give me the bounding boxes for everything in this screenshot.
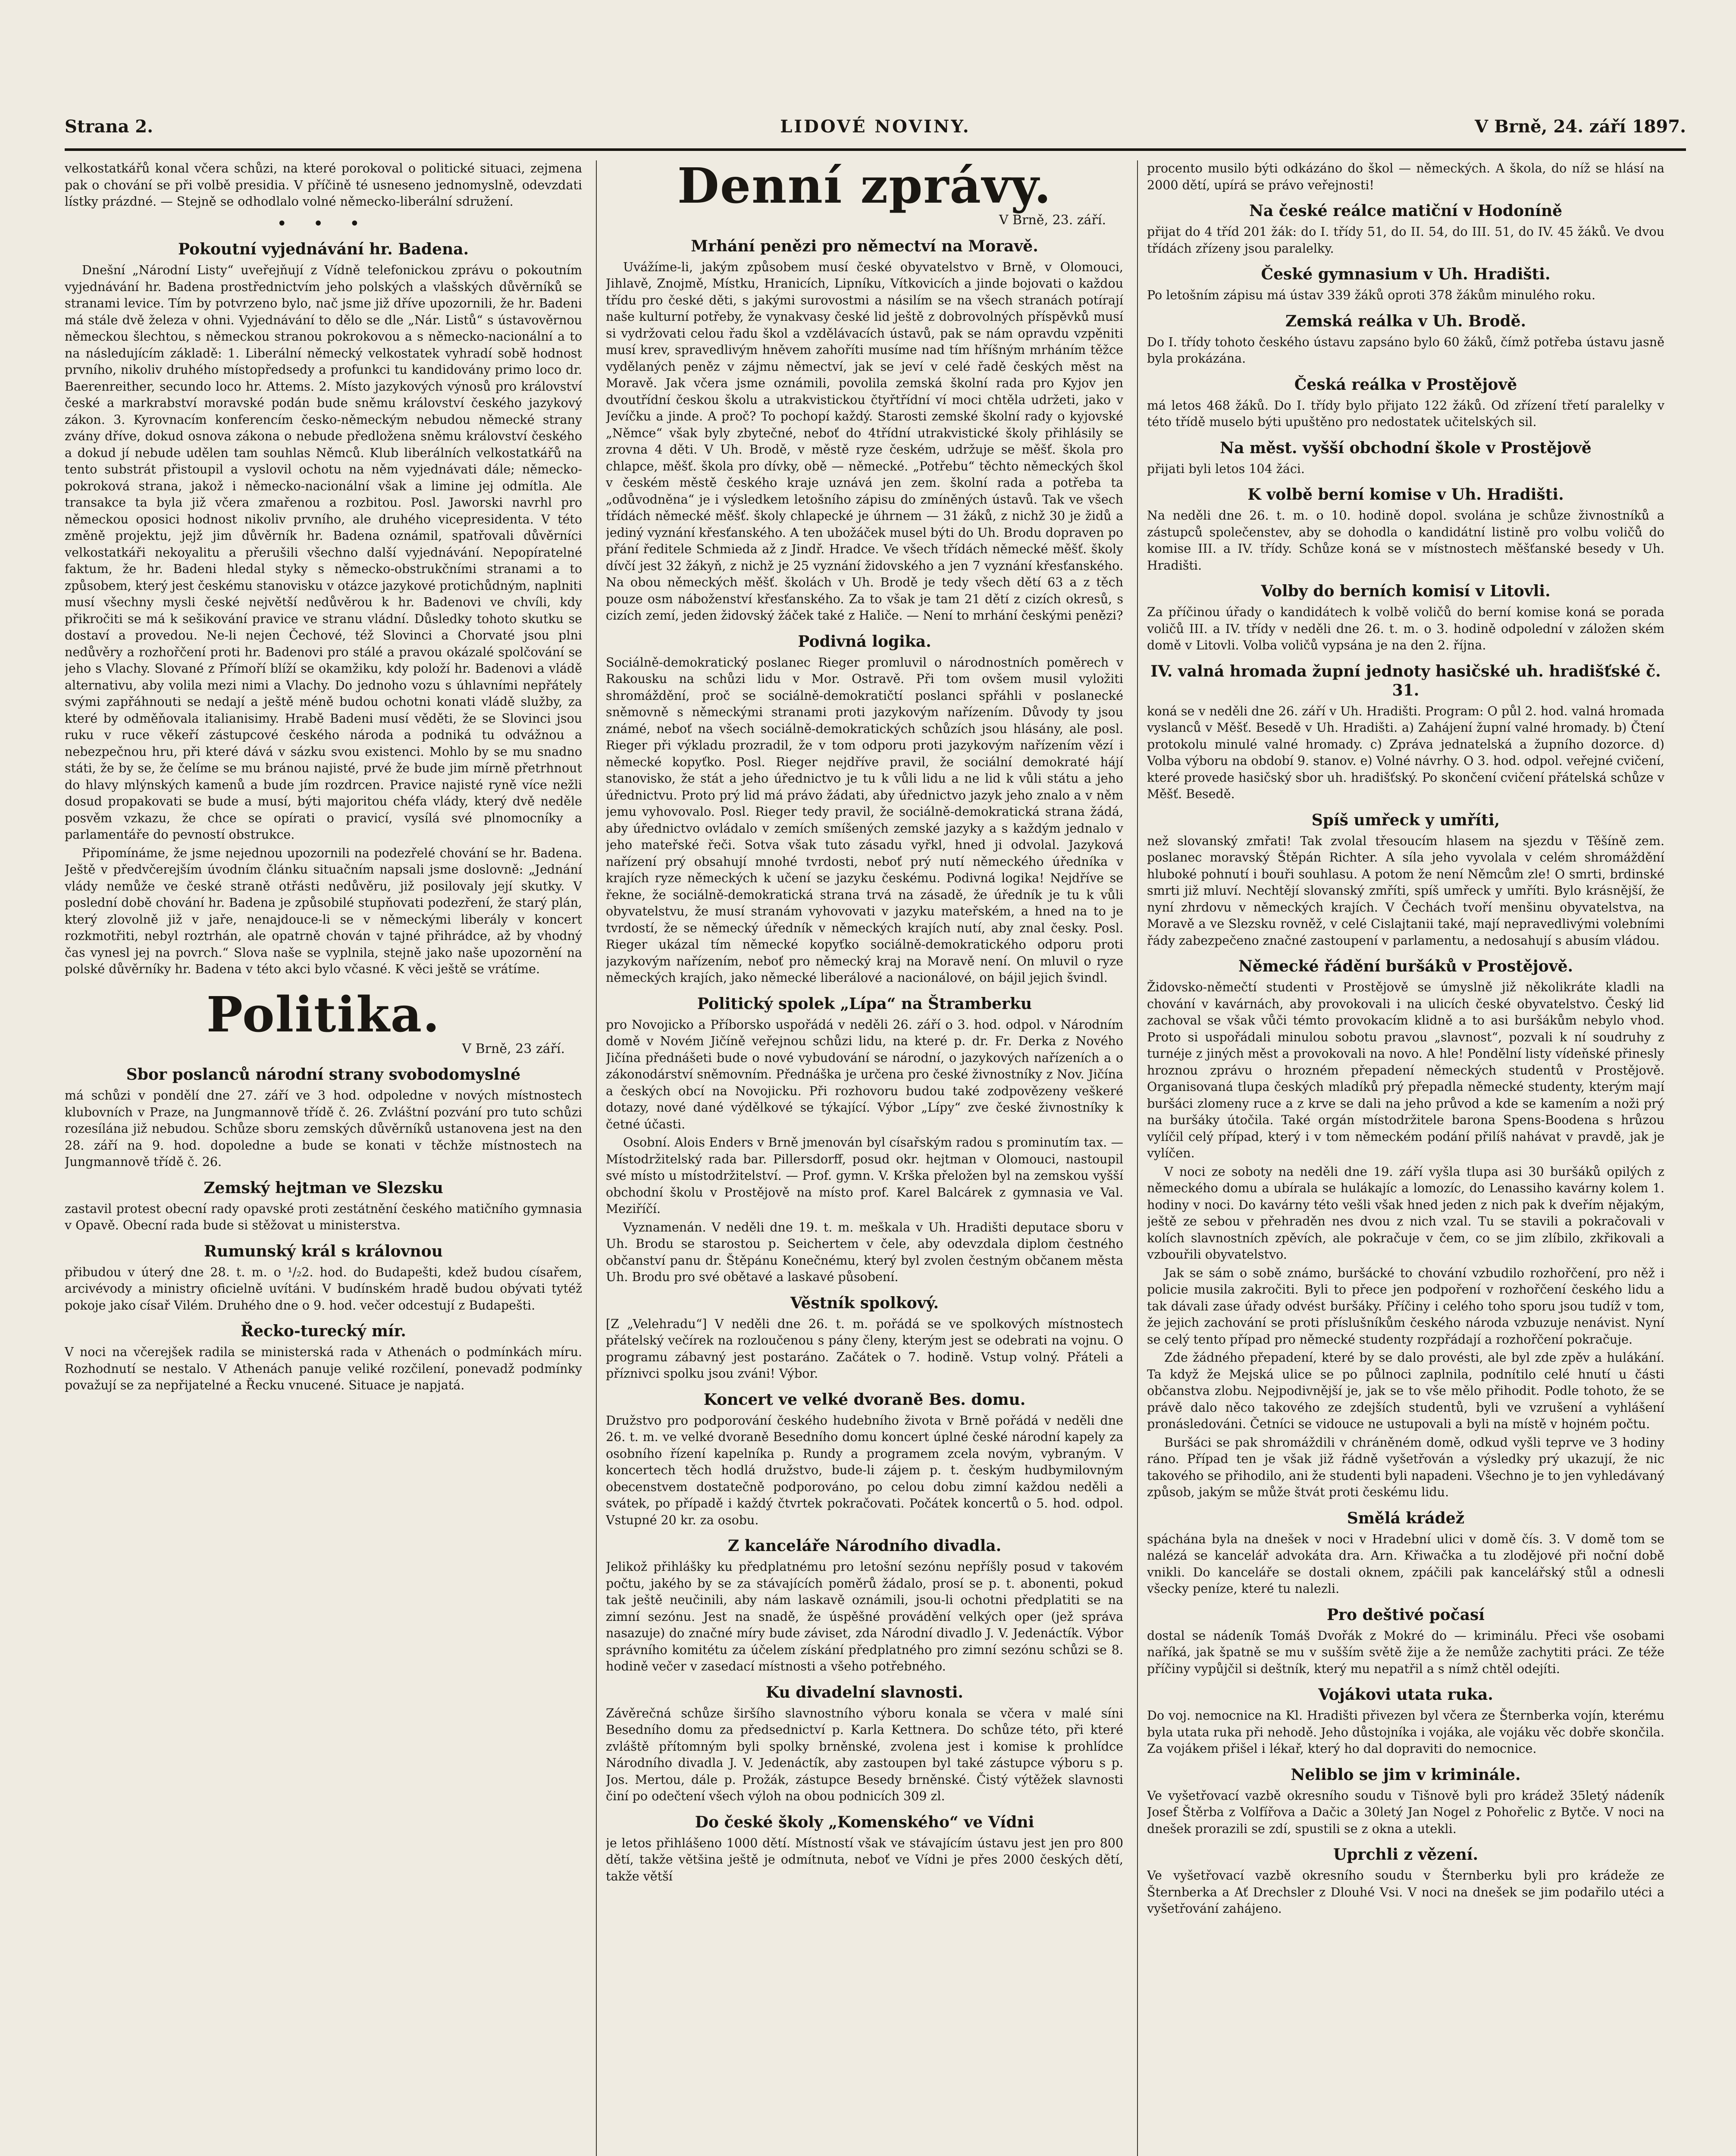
article-paragraph: přijat do 4 tříd 201 žák: do I. třídy 51, do II. 54, do III. 51, do IV. 45 žáků. Ve dvou třídách zřízeny jsou paralelky.	[1147, 225, 1664, 256]
article-heading: Spíš umřeck y umříti,	[1311, 811, 1500, 829]
article-paragraph: Dnešní „Národní Listy“ uveřejňují z Vídně telefonickou zprávu o pokoutním vyjednávání hr. Badena prostřednictvím jeho polských a vlašských důvěrníků se stranami levice. Tím by potvrzeno bylo, nač jsme již dříve upozornili, že hr. Badeni má stále dvě železa v ohni. Vyjednávání to dělo se dle „Nár. Listů“ s ústavověrnou německou šlechtou, s německou stranou pokrokovou a s německo-nacionální a to na následujícím základě: 1. Liberální německý velkostatek vyhradí sobě hodnost prvního, nikoliv druhého místopředsedy a profunkci tu kandidovány primo loco dr. Baerenreither, secundo loco hr. Attems. 2. Místo jazykových výnosů pro království české a markrabství moravské podán bude sněmu království českého jazykový zákon. 3. Kyrovnacím konferencím česko-německým nebudou německé strany zvány dříve, dokud osnova zákona o nebude předložena sněmu království českého a dokud jí nebude udělen tam souhlas Němců. Klub liberálních velkostatkářů na tento substrát přistoupil a vyslovil ochotu na něm vyjednávati dále; německo-pokroková strana, jakož i německo-nacionální však a limine jej odmítla. Ale transakce ta byla již včera zmařenou a rozbitou. Posl. Jaworski navrhl pro německou oposici hodnost nikoliv prvního, ale druhého vicepresidenta. V této změně projektu, jejž jim důvěrník hr. Badena oznámil, spatřovali důvěrníci velkostatkáři nekoyalitu a přerušili všechno další vyjednávání. Nepopíratelné faktum, že hr. Badeni hledal styky s německo-obstrukčními stranami a to způsobem, který jest českému stanovisku v otázce jazykové protichůdným, naplniti musí všechny mysli české největší nedůvěrou k hr. Badenovi ve chvíli, kdy přikročiti se má k sešikování pravice ve stranu vládní. Důsledky tohoto skutku se dostaví a provedou. Ne-li nejen Čechové, též Slovinci a Chorvaté jsou plni nedůvěry a rozhořčení proti hr. Badenovi pro stálé a pravou okázalé spolčování se jeho s Vlachy. Slované z Přímoří blíží se okamžiku, kdy položí hr. Badenovi a vládě alternativu, aby volila mezi nimi a Vlachy. Do jednoho vozu s úhlavními nepřátely svými zapřáhnouti se nedají a ještě méně budou ochotni konati vládě služby, za které by odměňovala italianisimy. Hrabě Badeni musí věděti, že se Slovinci jsou ruku v ruce věkeří zástupcové českého národa a podniká tu odvážnou a nebezpečnou hru, při které dává v sázku svou existenci. Mohlo by se mu snadno státi, že by se, že čelíme se mu bránou najisté, prvé že bude jim mírně přetrhnout do hlavy mlýnských kamenů a bude jím rozdrcen. Pravice najisté ryně více nežli dosud propakovati se bude a musí, býti majoritou chéfa vlády, který dvě neděle posvěm vzkazu, že chce se opírati o pravicí, vysílá své plnomocníky a parlamentáře do pevností obstrukce.	[65, 263, 582, 842]
dateline: V Brně, 23 září.	[462, 1041, 565, 1056]
article-heading: Volby do berních komisí v Litovli.	[1261, 582, 1551, 600]
article-heading: K volbě berní komise v Uh. Hradišti.	[1247, 486, 1564, 504]
article-paragraph: Na neděli dne 26. t. m. o 10. hodině dopol. svolána je schůze živnostníků a zástupců společenstev, aby se dohodla o kandidátní listině pro volbu voličů do komise III. a IV. třídy. Schůze koná se v místnostech měšťanské besedy v Uh. Hradišti.	[1147, 508, 1664, 573]
column-2	[606, 160, 1123, 2156]
section-title-denni-zpravy: Denní zprávy.	[677, 160, 1052, 214]
article-heading: Z kanceláře Národního divadla.	[727, 1537, 1002, 1555]
article-paragraph: Jelikož přihlášky ku předplatnému pro letošní sezónu nepříšly posud v takovém počtu, jakého by se za stávajících poměrů žádalo, prosí se p. t. abonenti, pokud tak ještě neučinili, aby nám laskavě oznámili, jsou-li ochotni předplatiti se na zimní sezónu. Jest na snadě, že úspěšné provádění velkých oper (jež správa nasazuje) do značné míry bude záviset, zda Národní divadlo J. V. Jedenáctík. Výbor správního komitétu za účelem získání předplatného pro zimní sezónu schůzi se 8. hodině večer v zasedací místnosti a všeho potřebného.	[606, 1560, 1123, 1673]
article-paragraph: [Z „Velehradu“] V neděli dne 26. t. m. pořádá se ve spolkových místnostech přátelský večírek na rozloučenou s pány členy, kterým jest se odebrati na vojnu. O programu zábavný jest postaráno. Začátek o 7. hodině. Vstup volný. Přáteli a příznivci spolku jsou zváni! Výbor.	[606, 1316, 1123, 1381]
article-paragraph: má letos 468 žáků. Do I. třídy bylo přijato 122 žáků. Od zřízení třetí paralelky v této třídě muselo býti upuštěno pro nedostatek učitelských sil.	[1147, 398, 1664, 429]
article-paragraph: koná se v neděli dne 26. září v Uh. Hradišti. Program: O půl 2. hod. valná hromada vyslanců v Měšť. Besedě v Uh. Hradišti. a) Zahájení župní valné hromady. b) Čtení protokolu minulé valné hromady. c) Zpráva jednatelská a župního dozorce. d) Volba výboru na období 9. stanov. e) Volné návrhy. O 3. hod. odpol. veřejné cvičení, které provede hasičský sbor uh. hradišťský. Po skončení cvičení přátelská schůze v Měšť. Besedě.	[1147, 704, 1664, 801]
article-heading: Pro deštivé počasí	[1327, 1605, 1485, 1624]
article-paragraph: Zde žádného přepadení, které by se dalo provésti, ale byl zde zpěv a hulákání. Ta když že Mejská ulice se po půlnoci zaplnila, podnítilo celé hnutí u části občanstva zlobu. Nejpodivnější je, jak se to vše mělo přihodit. Podle tohoto, že se právě dalo něco takového ze zdejších studentů, byli ve vzrušení a vyhlášení pronásledováni. Četníci se vidouce ne ustupovali a byli na místě v hojném počtu.	[1147, 1351, 1664, 1431]
article-paragraph: Uvážíme-li, jakým způsobem musí české obyvatelstvo v Brně, v Olomouci, Jihlavě, Znojmě, Místku, Hranicích, Lipníku, Vítkovicích a jinde bojovati o každou třídu pro české děti, s jakými surovostmi a násilím se na všech stranách potírají naše kulturní potřeby, že vynakvasy české lid ještě z dobrovolných příspěvků musí si vydržovati celou řadu škol a vzdělávacích ústavů, pak se nám opravdu vzpěniti musí krev, spravedlivým hněvem zahoříti musíme nad tím hříšným mrháním těžce vydělaných peněz v zájmu němectví, jak se jeví v celé řadě českých měst na Moravě. Jak včera jsme oznámili, povolila zemská školní rada pro Kyjov jen dvoutřídní českou školu a utrakvistickou čtyřtřídní ví moci chtěla udržeti, jako v Jevíčku a jinde. A proč? To pochopí každý. Starosti zemské školní rady o kyjovské „Němce“ však byly zbytečné, neboť do 4třídní utrakvistické školy přihlásily se zrovna 4 děti. V Uh. Brodě, v městě ryze českém, udržuje se měšť. škola pro chlapce, měšť. škola pro dívky, obě — německé. „Potřebu“ těchto německých škol v českém městě českého kraje uznává jen zem. školní rada a potřeba ta „odůvodněna“ je i výsledkem letošního zápisu do zmíněných ústavů. Tak ve všech třídách německé měšť. školy chlapecké je úhrnem — 31 žáků, z nichž 30 je židů a jediný vyznání křesťanského. A ten ubožáček musel býti do Uh. Brodu dopraven po přání ředitele Schmieda až z Jindř. Hradce. Ve všech třídách německé měšť. školy dívčí jest 32 žákyň, z nichž je 25 vyznání židovského a jen 7 vyznání křesťanského. Na obou německých měšť. školách v Uh. Brodě je tedy všech dětí 63 a z těch pouze osm náboženství křesťanského. Za to však je tam 21 dětí z cizích okresů, s cizích zemí, jeden židovský žáček také z Haliče. — Není to mrhání českými penězi?	[606, 260, 1123, 623]
article-paragraph: Závěrečná schůze širšího slavnostního výboru konala se včera v malé síni Besedního domu za předsednictví p. Karla Kettnera. Do schůze této, při které zvláště přítomným byli spolky brněnské, zvolena jest i komise k prohlídce Národního divadla J. V. Jedenáctík, aby zastoupen byl také zástupce výboru s p. Jos. Mertou, dále p. Prožák, zástupce Besedy brněnské. Čistý výtěžek slavnosti činí po odečtení všech výloh na obou podnicích 309 zl.	[606, 1706, 1123, 1803]
article-heading: Zemská reálka v Uh. Brodě.	[1285, 312, 1526, 330]
section-title-politika: Politika.	[206, 986, 441, 1043]
article-paragraph: přijati byli letos 104 žáci.	[1147, 461, 1305, 476]
article-paragraph: spáchána byla na dnešek v noci v Hradební ulici v domě čís. 3. V domě tom se nalézá se kancelář advokáta dra. Arn. Křiwačka a tu zlodějové při noční době vnikli. Do kanceláře se dostali oknem, zpáčili pak kancelářský stůl a odnesli všecky peníze, které tu nalezli.	[1147, 1532, 1664, 1596]
article-paragraph: Buršáci se pak shromáždili v chráněném domě, odkud vyšli teprve ve 3 hodiny ráno. Případ ten je však již řádně vyšetřován a výsledky prý ukazují, že nic takového se přihodilo, ani že studenti byli napadeni. Všechno je to jen vyhledávaný způsob, jakým se může štvát proti českému lidu.	[1147, 1435, 1664, 1499]
article-paragraph: procento musilo býti odkázáno do škol — německých. A škola, do níž se hlásí na 2000 dětí, upírá se právo veřejnosti!	[1147, 161, 1664, 192]
article-heading: Na měst. vyšší obchodní škole v Prostějově	[1220, 439, 1592, 457]
article-heading: IV. valná hromada župní jednoty hasičské uh. hradišťské č. 31.	[1150, 662, 1661, 699]
article-heading: Do české školy „Komenského“ ve Vídni	[695, 1813, 1034, 1831]
article-paragraph: Do I. třídy tohoto českého ústavu zapsáno bylo 60 žáků, čímž potřeba ústavu jasně byla prokázána.	[1147, 335, 1664, 366]
issue-date: V Brně, 24. září 1897.	[1475, 116, 1686, 137]
article-paragraph: velkostatkářů konal včera schůzi, na které porokoval o politické situaci, zejmena pak o chování se při volbě presidia. V příčině té usneseno jednomyslně, odevzdati lístky prázdné. — Stejně se odhodlalo volné německo-liberální sdružení.	[65, 161, 582, 209]
article-paragraph: je letos přihlášeno 1000 dětí. Místností však ve stávajícím ústavu jest jen pro 800 dětí, takže většina ještě je odmítnuta, neboť ve Vídni je přes 2000 českých dětí, takže větší	[606, 1836, 1123, 1883]
article-heading: Mrhání penězi pro němectví na Moravě.	[691, 237, 1038, 255]
article-paragraph: přibudou v úterý dne 28. t. m. o ¹/₂2. hod. do Budapešti, kdež budou císařem, arcivévody a ministry oficielně uvítáni. V budínském hradě budou obývati tytéž pokoje jako císař Vilém. Druhého dne o 9. hod. večer odcestují z Budapešti.	[65, 1265, 582, 1313]
article-paragraph: má schůzi v pondělí dne 27. září ve 3 hod. odpoledne v nových místnostech klubovních v Praze, na Jungmannově třídě č. 26. Zvláštní pozvání pro tuto schůzi rozesílána již nebudou. Schůze sboru zemských důvěrníků ustanovena jest na den 28. září na 9. hod. dopoledne a bude se konati v těchže místnostech na Jungmannově třídě č. 26.	[65, 1088, 582, 1169]
article-heading: Sbor poslanců národní strany svobodomyslné	[126, 1065, 521, 1084]
article-heading: Zemský hejtman ve Slezsku	[204, 1178, 443, 1197]
column-1	[65, 160, 582, 2156]
article-heading: Podivná logika.	[798, 632, 931, 651]
article-heading: Neliblo se jim v kriminále.	[1291, 1765, 1521, 1784]
article-paragraph: V noci ze soboty na neděli dne 19. září vyšla tlupa asi 30 buršáků opilých z německého domu a ubírala se hulákajíc a lomozíc, do Lenassiho kavárny kolem 1. hodiny v noci. Do kavárny této vešli však hned jeden z nich pak k dveřím nějakým, ještě ze sebou v přehraděn nes dvou z nich vzal. Tu se stavili a pokračovali v kolích slavnostních zpěvích, ale pokračuje v čem, co se jim zlíbilo, zkřikovali a vzbouřili obyvatelstvo.	[1147, 1164, 1664, 1262]
article-paragraph: Židovsko-němečtí studenti v Prostějově se úmyslně již několikráte kladli na chování v kavárnách, aby provokovali i na ulicích české obyvatelstvo. Český lid zachoval se však vůči témto provokacím klidně a to asi buršákům nebylo vhod. Proto si uspořádali minulou sobotu pravou „slavnost“, pozvali k ní soudruhy z turnéje z jiných měst a provokovali na novo. A hle! Pondělní listy vídeňské přinesly hroznou zprávu o hrozném přepadení německých studentů v Prostějově. Organisovaná tlupa českých mladíků prý přepadla německé studenty, kterým mají buršáci zlomeny ruce a z krve se dali na jeho průvod a kde se kamením a noži prý na buršáky útočila. Také orgán místodržitele barona Spens-Boodena s hrůzou vylíčil celý případ, který i v tom německém podání přilíš nahávat v pravdě, jak je vylíčen.	[1147, 980, 1664, 1160]
article-paragraph: Osobní. Alois Enders v Brně jmenován byl císařským radou s prominutím tax. — Místodržitelský rada bar. Pillersdorff, posud okr. hejtman v Olomouci, nastoupil své místo u místodržitelství. — Prof. gymn. V. Krška přeložen byl na zemskou vyšší obchodní školu v Prostějově na místo prof. Karel Balcárek z gymnasia ve Val. Meziříčí.	[606, 1135, 1123, 1216]
article-heading: Česká reálka v Prostějově	[1294, 375, 1517, 394]
article-heading: České gymnasium v Uh. Hradišti.	[1261, 265, 1551, 283]
article-heading: Politický spolek „Lípa“ na Štramberku	[697, 994, 1032, 1013]
article-heading: Koncert ve velké dvoraně Bes. domu.	[703, 1390, 1026, 1409]
column-3	[1147, 160, 1664, 2156]
article-paragraph: Jak se sám o sobě známo, buršácké to chování vzbudilo rozhořčení, pro něž i policie musila zakročiti. Byli to přece jen podpoření v rozhořčení českého lidu a tak dávali zase úřady odvést buršáky. Příčiny i celého toho sporu jsou tudíž v tom, že jejich zachování se proti příslušníkům českého národa vzbuzuje nenávist. Nyní se celý tento případ pro německé studenty rozpřádají a rozhořčení pokračuje.	[1147, 1266, 1664, 1347]
article-heading: Uprchli z vězení.	[1333, 1846, 1479, 1864]
article-heading: Smělá krádež	[1347, 1509, 1465, 1527]
article-heading: Rumunský král s královnou	[204, 1242, 443, 1260]
column-divider	[1137, 160, 1138, 2156]
article-heading: Německé řádění buršáků v Prostějově.	[1238, 957, 1573, 975]
article-paragraph: Družstvo pro podporování českého hudebního života v Brně pořádá v neděli dne 26. t. m. ve velké dvoraně Besedního domu koncert úplné české národní kapely za osobního řízení kapelníka p. Rundy a programem zcela novým, vybraným. V koncertech těch hodlá družstvo, bude-li zájem p. t. českým hudbymilovným obecenstvem dostatečně podporováno, po celou dobu zimní každou neděli a svátek, po případě i každý čtvrtek pokračovati. Počátek koncertů o 5. hod. odpol. Vstupné 20 kr. za osobu.	[606, 1413, 1123, 1527]
article-heading: Pokoutní vyjednávání hr. Badena.	[178, 240, 469, 258]
section-separator: • • •	[276, 213, 370, 234]
article-paragraph: Sociálně-demokratický poslanec Rieger promluvil o národnostních poměrech v Rakousku na schůzi lidu v Mor. Ostravě. Při tom ovšem musil vyložiti shromáždění, proč se sociálně-demokratičtí poslanci spřáhli v poslanecké sněmovně s německými stranami proti jazykovým nařízením. Důvody ty jsou známé, neboť na všech sociálně-demokratických schůzích jsou hlásány, ale posl. Rieger při výkladu prozradil, že v tom odporu proti jazykovým nařízením vězí i německé kopyťko. Posl. Rieger nejdříve pravil, že sociální demokraté hájí stanovisko, že stát a jeho úřednictvo je tu k vůli lidu a ne lid k vůli státu a jeho úřednictvu. Proto prý lid má právo žádati, aby úřednictvo jazyk jeho znalo a v něm jemu vyhovovalo. Posl. Rieger tedy pravil, že sociálně-demokratická strana žádá, aby úřednictvo ovládalo v zemích smíšených zemské jazyky a s každým jednalo v jeho mateřské řeči. Sotva však tuto zásadu vyřkl, hned ji odvolal. Jazyková nařízení prý obsahují mnohé tvrdosti, neboť prý nutí německého úředníka v krajích ryze německých k učení se jazyku českému. Podivná logika! Nejdříve se řekne, že sociálně-demokratická strana trvá na zásadě, že úředník je tu k vůli obyvatelstvu, že musí stranám vyhovovati v jazyku mateřském, a hned na to je tvrdostí, že se německý úředník v německých krajích nutí, aby znal česky. Posl. Rieger ukázal tím německé kopyťko sociálně-demokratického odporu proti jazykovým nařízením, neboť pro německý kraj na Moravě není. On mluvil o ryze německých krajích, jako německé liberálové a nacionálové, on bájil jejich švindl.	[606, 655, 1123, 985]
article-heading: Věstník spolkový.	[790, 1294, 939, 1312]
header-rule	[65, 148, 1686, 151]
article-paragraph: Po letošním zápisu má ústav 339 žáků oproti 378 žákům minulého roku.	[1147, 288, 1596, 302]
page-number: Strana 2.	[65, 116, 154, 137]
article-heading: Ku divadelní slavnosti.	[766, 1683, 963, 1702]
page-header	[65, 116, 1686, 147]
article-paragraph: V noci na včerejšek radila se ministerská rada v Athenách o podmínkách míru. Rozhodnutí se nestalo. V Athenách panuje veliké rozčilení, ponevadž podmínky považují se za nepřijatelné a Řecku vnucené. Situace je napjatá.	[65, 1345, 582, 1392]
article-paragraph: Ve vyšetřovací vazbě okresního soudu v Šternberku byli pro krádeže ze Šternberka a Ať Drechsler z Dlouhé Vsi. V noci na dnešek se jim podařilo utéci a vyšetřování zahájeno.	[1147, 1868, 1664, 1916]
article-paragraph: Připomínáme, že jsme nejednou upozornili na podezřelé chování se hr. Badena. Ještě v předvčerejším úvodním článku situačním napsali jsme doslovně: „Jednání vlády nemůže ve české straně otřásti nedůvěru, již posilovaly její skutky. V poslední době chování hr. Badena je způsobilé stupňovati podezření, že starý plán, který zlovolně již v jaře, nenajdouce-li se v německými liberály v koncert rozkmotřiti, nebyl roztrhán, ale opatrně chován v tajné přihrádce, až by vhodný čas vynesl jej na povrch.“ Slova naše se vyplnila, stejně jako naše upozornění na polské důvěrníky hr. Badena v této akci bylo včasné. K věci ještě se vrátíme.	[65, 846, 582, 976]
article-paragraph: dostal se nádeník Tomáš Dvořák z Mokré do — kriminálu. Přeci vše osobami naříká, jak špatně se mu v sušším světě žije a že nemůže zachytiti práci. Ze téže příčiny vypůjčil si deštník, který mu nepatřil a s nímž chtěl odejíti.	[1147, 1628, 1664, 1676]
dateline: V Brně, 23. září.	[999, 213, 1106, 228]
article-paragraph: Vyznamenán. V neděli dne 19. t. m. meškala v Uh. Hradišti deputace sboru v Uh. Brodu se starostou p. Seichertem v čele, aby odevzdala diplom čestného občanství panu dr. Štěpánu Konečnému, který byl zvolen čestným občanem města Uh. Brodu pro své obětavé a laskavé působení.	[606, 1220, 1123, 1284]
article-paragraph: než slovanský zmřati! Tak zvolal třesoucím hlasem na sjezdu v Těšíně zem. poslanec moravský Štěpán Richter. A síla jeho vyvolala v celém shromáždění hluboké pohnutí i bouři souhlasu. A potom že není Němcům zle! O smrti, brdinské smrti již mluví. Nechtějí slovanský zmříti, spíš umřeck y umříti. Bylo krásnější, že nyní zhrdovu v německých krajích. V Čechách tvoří menšinu obyvatelstva, na Moravě a ve Slezsku rovněž, v celé Cislajtanii také, mají nepravedlivými volebními řády zabezpečeno značné zastoupení v parlamentu, a nedosahují s abusím vládou.	[1147, 834, 1664, 948]
article-paragraph: pro Novojicko a Příborsko uspořádá v neděli 26. září o 3. hod. odpol. v Národním domě v Novém Jičíně veřejnou schůzi lidu, na které p. dr. Fr. Derka z Nového Jičína přednášeti bude o nové vybudování se národní, o jazykových nařízeních a o zákonodárství sněmovním. Přednáška je určena pro české živnostníky z Nov. Jičína a českých obcí na Novojicku. Při rozhovoru budou také zodpovězeny veškeré dotazy, nové dané výdělkové se týkající. Výbor „Lípy“ zve české živnostníky k četné účasti.	[606, 1017, 1123, 1131]
article-paragraph: Za příčinou úřady o kandidátech k volbě voličů do berní komise koná se porada voličů III. a IV. třídy v neděli dne 26. t. m. o 3. hodině odpolední v záložen ském domě v Litovli. Volba voličů vypsána je na den 2. října.	[1147, 605, 1664, 652]
article-paragraph: zastavil protest obecní rady opavské proti zestátnění českého matičního gymnasia v Opavě. Obecní rada bude si stěžovat u ministerstva.	[65, 1201, 582, 1232]
article-paragraph: Do voj. nemocnice na Kl. Hradišti přivezen byl včera ze Šternberka vojín, kterému byla utata ruka při nehodě. Jeho důstojníka i vojáka, ale vojáku věc dobře skončila. Za vojákem přišel i lékař, který ho dal dopraviti do nemocnice.	[1147, 1708, 1664, 1756]
article-heading: Vojákovi utata ruka.	[1318, 1686, 1493, 1704]
newspaper-title: LIDOVÉ NOVINY.	[780, 116, 971, 137]
article-heading: Na české reálce matiční v Hodoníně	[1249, 202, 1563, 220]
article-heading: Řecko-turecký mír.	[241, 1322, 406, 1340]
column-divider	[596, 160, 597, 2156]
article-paragraph: Ve vyšetřovací vazbě okresního soudu v Tišnově byli pro krádež 35letý nádeník Josef Štěrba z Volfířova a Dačic a 30letý Jan Nogel z Pohořelic z Bytče. V noci na dnešek prorazili se zdí, spustili se z okna a utekli.	[1147, 1788, 1664, 1836]
